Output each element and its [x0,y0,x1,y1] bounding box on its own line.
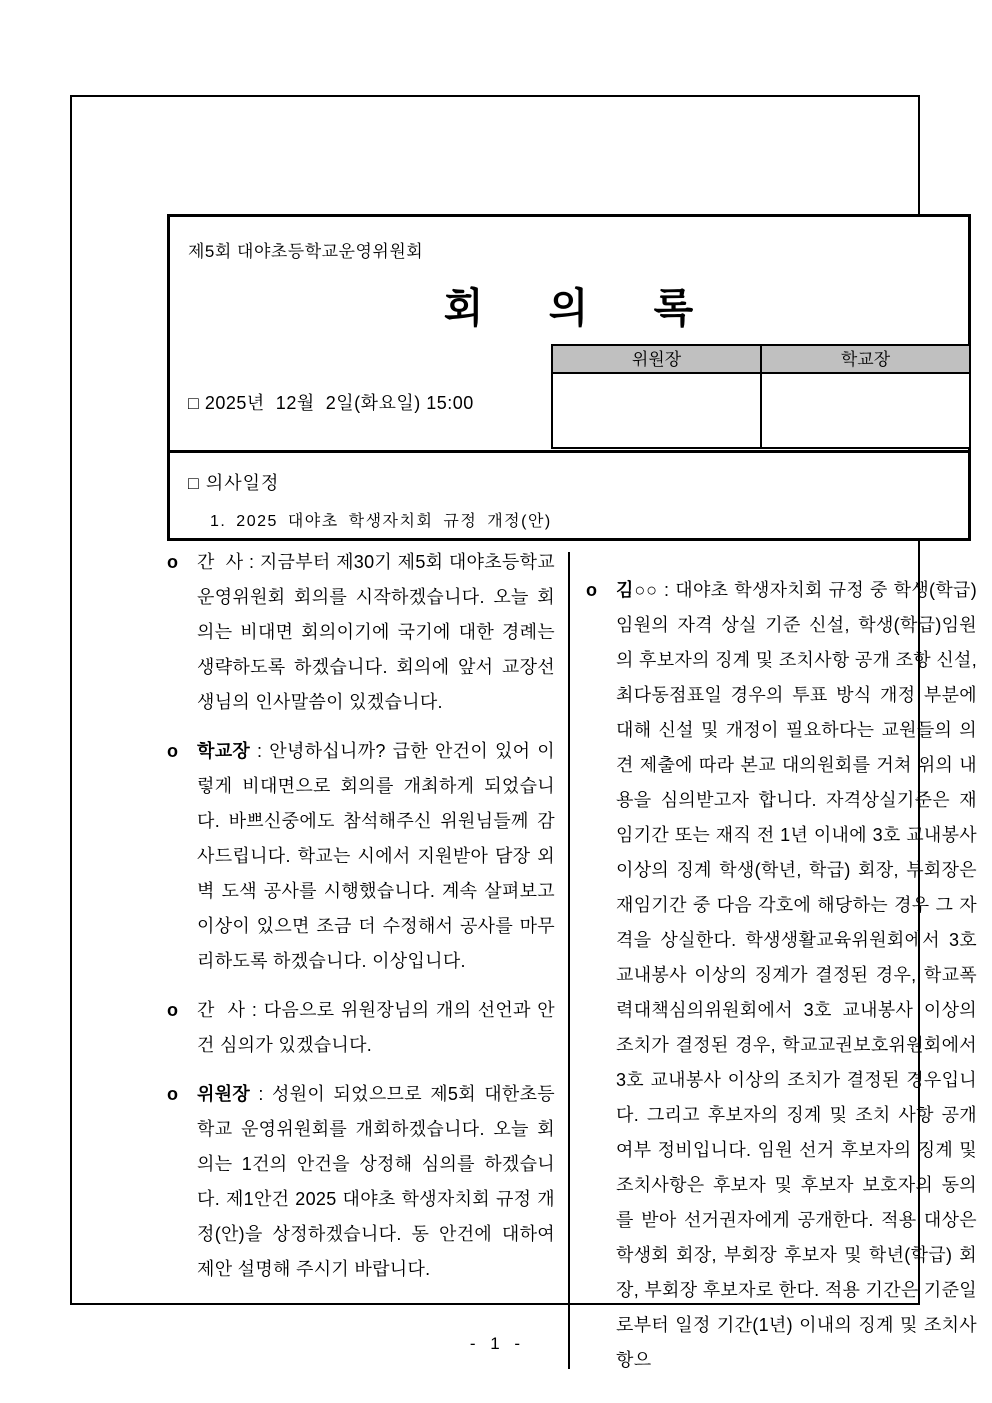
header-section-divider [167,450,971,453]
agenda-item: 1. 2025 대야초 학생자치회 규정 개정(안) [210,513,552,530]
sign-table-empty-cell [553,374,760,447]
signature-table [551,344,971,449]
minutes-left-column [167,545,555,1301]
speaker-separator: : [250,741,270,761]
minute-paragraph [167,545,555,720]
minute-paragraph [167,734,555,979]
speaker-separator: : [243,552,260,572]
speaker-name: 간 사 [197,1000,246,1020]
speaker-separator: : [245,1000,264,1020]
speaker-separator: : [250,1084,273,1104]
signature-table-header-row [553,346,969,374]
speaker-name: 위원장 [197,1084,251,1104]
sign-table-header: 학교장 [760,346,969,374]
header-box [167,214,971,541]
paragraph-bullet: o [586,580,598,600]
sign-table-empty-cell [760,374,969,447]
paragraph-bullet: o [167,1084,179,1104]
minute-text: 다음으로 위원장님의 개의 선언과 안건 심의가 있겠습니다. [197,1000,555,1055]
minute-text: 지금부터 제30기 제5회 대야초등학교운영위원회 회의를 시작하겠습니다. 오늘 회의는 비대면 회의이기에 국기에 대한 경례는 생략하도록 하겠습니다. 회의에 앞서 교장선생님의 인사말씀이 있겠습니다. [197,552,555,712]
speaker-separator: : [658,580,676,600]
minute-paragraph [586,573,977,1378]
paragraph-bullet: o [167,552,179,572]
minute-paragraph [167,993,555,1063]
agenda-label: □ 의사일정 [188,473,280,493]
minute-text: 성원이 되었으므로 제5회 대한초등학교 운영위원회를 개회하겠습니다. 오늘 회의는 1건의 안건을 상정해 심의를 하겠습니다. 제1안건 2025 대야초 학생자치회 규정 개정(안)을 상정하겠습니다. 동 안건에 대하여 제안 설명해 주시기 바랍니다. [197,1084,555,1279]
page-number: - 1 - [469,1334,523,1353]
minute-text: 안녕하십니까? 급한 안건이 있어 이렇게 비대면으로 회의를 개최하게 되었습니다. 바쁘신중에도 참석해주신 위원님들께 감사드립니다. 학교는 시에서 지원받아 담장 외벽 도색 공사를 시행했습니다. 계속 살펴보고 이상이 있으면 조금 더 수정해서 공사를 마무리하도록 하겠습니다. 이상입니다. [197,741,555,971]
paragraph-bullet: o [167,741,179,761]
minute-text: 대야초 학생자치회 규정 중 학생(학급)임원의 자격 상실 기준 신설, 학생(학급)임원의 후보자의 징계 및 조치사항 공개 조항 신설, 최다동점표일 경우의 투표 방식 개정 부분에 대해 신설 및 개정이 필요하다는 교원들의 의견 제출에 따라 본교 대의원회를 거쳐 위의 내용을 심의받고자 합니다. 자격상실기준은 재임기간 또는 재직 전 1년 이내에 3호 교내봉사 이상의 징계 학생(학년, 학급) 회장, 부회장은 재임기간 중 다음 각호에 해당하는 경우 그 자격을 상실한다. 학생생활교육위원회에서 3호 교내봉사 이상의 징계가 결정된 경우, 학교폭력대책심의위원회에서 3호 교내봉사 이상의 조치가 결정된 경우, 학교교권보호위원회에서 3호 교내봉사 이상의 조치가 결정된 경우입니다. 그리고 후보자의 징계 및 조치 사항 공개 여부 정비입니다. 임원 선거 후보자의 징계 및 조치사항은 후보자 및 후보자 보호자의 동의를 받아 선거권자에게 공개한다. 적용 대상은 학생회 회장, 부회장 후보자 및 학년(학급) 회장, 부회장 후보자로 한다. 적용 기간은 기준일로부터 일정 기간(1년) 이내의 징계 및 조치사항으 [616,580,977,1370]
document-title: 회 의 록 [443,285,695,331]
column-divider [568,552,570,1369]
speaker-name: 간 사 [197,552,244,572]
speaker-name: 김○○ [616,580,659,600]
committee-title: 제5회 대야초등학교운영위원회 [188,242,424,261]
minutes-right-column [586,573,977,1392]
agenda-list [210,508,958,531]
speaker-name: 학교장 [197,741,251,761]
minute-paragraph [167,1077,555,1287]
page-border [70,95,977,1370]
meeting-datetime: □ 2025년 12월 2일(화요일) 15:00 [188,393,474,413]
signature-table-body-row [553,374,969,447]
paragraph-bullet: o [167,1000,179,1020]
sign-table-header: 위원장 [553,346,760,374]
